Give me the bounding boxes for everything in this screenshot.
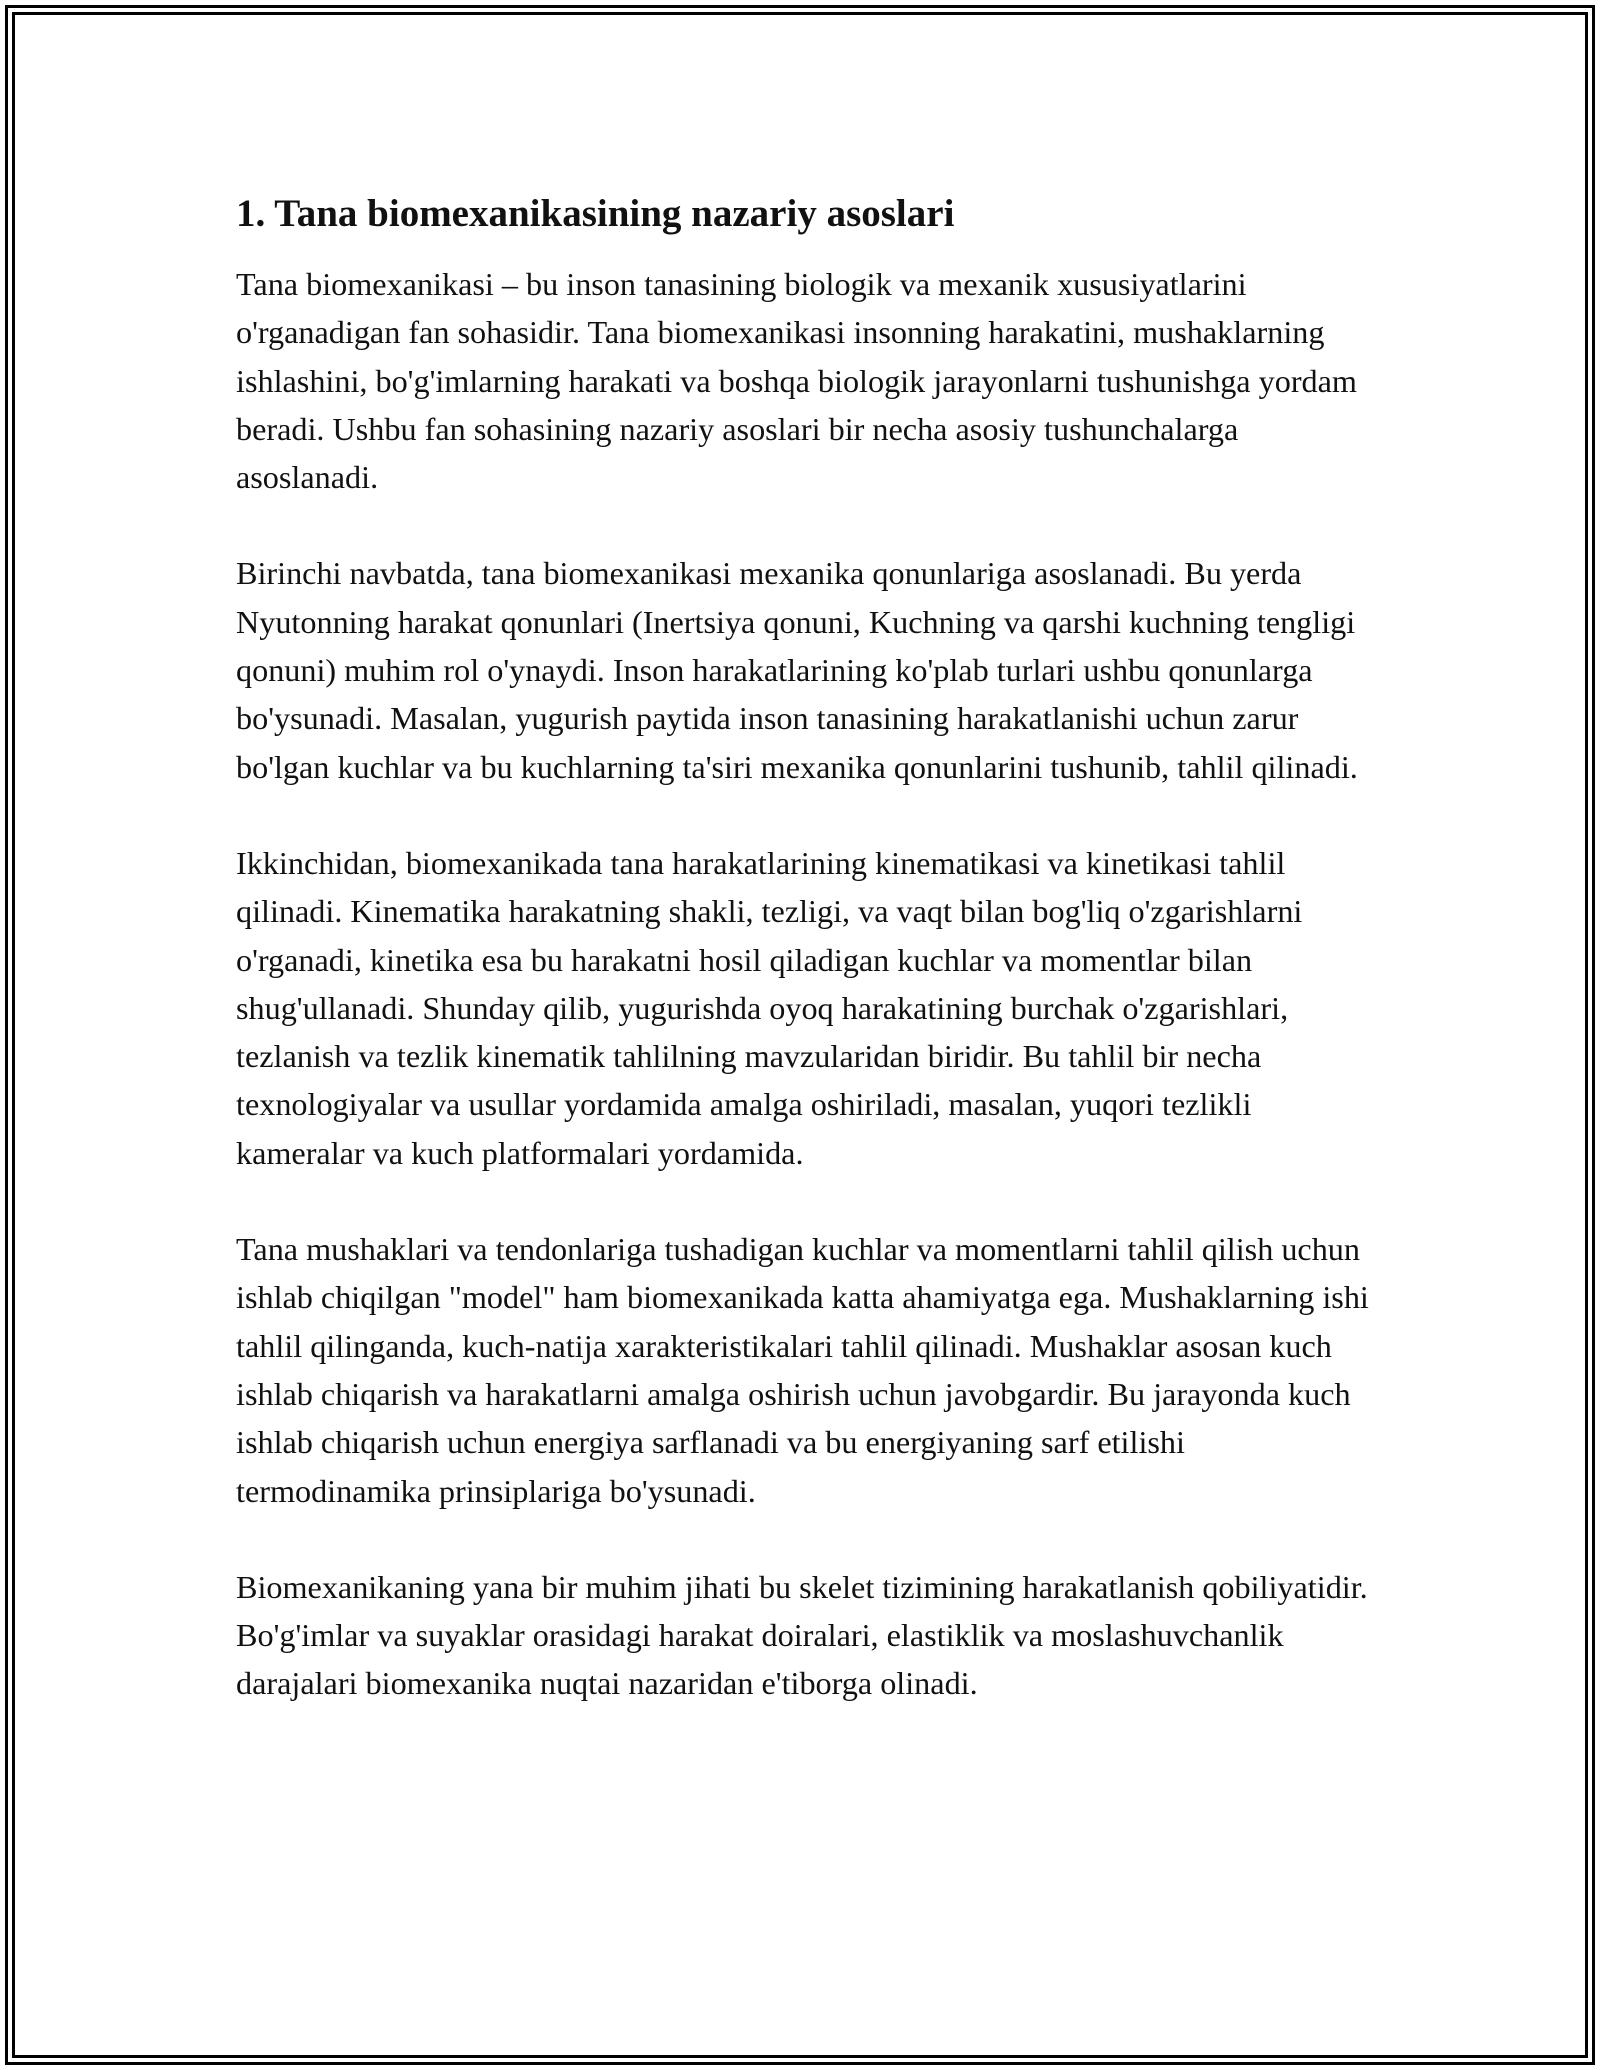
paragraph-kinematics-kinetics: Ikkinchidan, biomexanikada tana harakatlarining kinematikasi va kinetikasi tahlil qilinadi. Kinematika harakatning shakli, tezligi, va vaqt bilan bog'liq o'zgarishlarni o'rganadi, kinetika esa bu harakatni hosil qiladigan kuchlar va momentlar bilan shug'ullanadi. Shunday qilib, yugurishda oyoq harakatining burchak o'zgarishlari, tezlanish va tezlik kinematik tahlilning mavzularidan biridir. Bu tahlil bir necha texnologiyalar va usullar yordamida amalga oshiriladi, masalan, yuqori tezlikli kameralar va kuch platformalari yordamida. xyxy=(236,844,1303,1171)
paragraph-muscle-model: Tana mushaklari va tendonlariga tushadigan kuchlar va momentlarni tahlil qilish uchun ishlab chiqilgan "model" ham biomexanikada katta ahamiyatga ega. Mushaklarning ishi tahlil qilinganda, kuch-natija xarakteristikalari tahlil qilinadi. Mushaklar asosan kuch ishlab chiqarish va harakatlarni amalga oshirish uchun javobgardir. Bu jarayonda kuch ishlab chiqarish uchun energiya sarflanadi va bu energiyaning sarf etilishi termodinamika prinsiplariga bo'ysunadi. xyxy=(236,1231,1369,1509)
paragraph-intro: Tana biomexanikasi – bu inson tanasining biologik va mexanik xususiyatlarini o'rganadigan fan sohasidir. Tana biomexanikasi insonning harakatini, mushaklarning ishlashini, bo'g'imlarning harakati va boshqa biologik jarayonlarni tushunishga yordam beradi. Ushbu fan sohasining nazariy asoslari bir necha asosiy tushunchalarga asoslanadi. xyxy=(236,266,1357,496)
section-title: 1. Tana biomexanikasining nazariy asoslari xyxy=(236,192,955,235)
paragraph-mechanics-laws: Birinchi navbatda, tana biomexanikasi mexanika qonunlariga asoslanadi. Bu yerda Nyutonning harakat qonunlari (Inertsiya qonuni, Kuchning va qarshi kuchning tengligi qonuni) muhim rol o'ynaydi. Inson harakatlarining ko'plab turlari ushbu qonunlarga bo'ysunadi. Masalan, yugurish paytida inson tanasining harakatlanishi uchun zarur bo'lgan kuchlar va bu kuchlarning ta'siri mexanika qonunlarini tushunib, tahlil qilinadi. xyxy=(236,555,1358,785)
document-body xyxy=(236,186,1376,1756)
paragraph-skeletal-system: Biomexanikaning yana bir muhim jihati bu skelet tizimining harakatlanish qobiliyatidir. Bo'g'imlar va suyaklar orasidagi harakat doiralari, elastiklik va moslashuvchanlik darajalari biomexanika nuqtai nazaridan e'tiborga olinadi. xyxy=(236,1568,1368,1702)
